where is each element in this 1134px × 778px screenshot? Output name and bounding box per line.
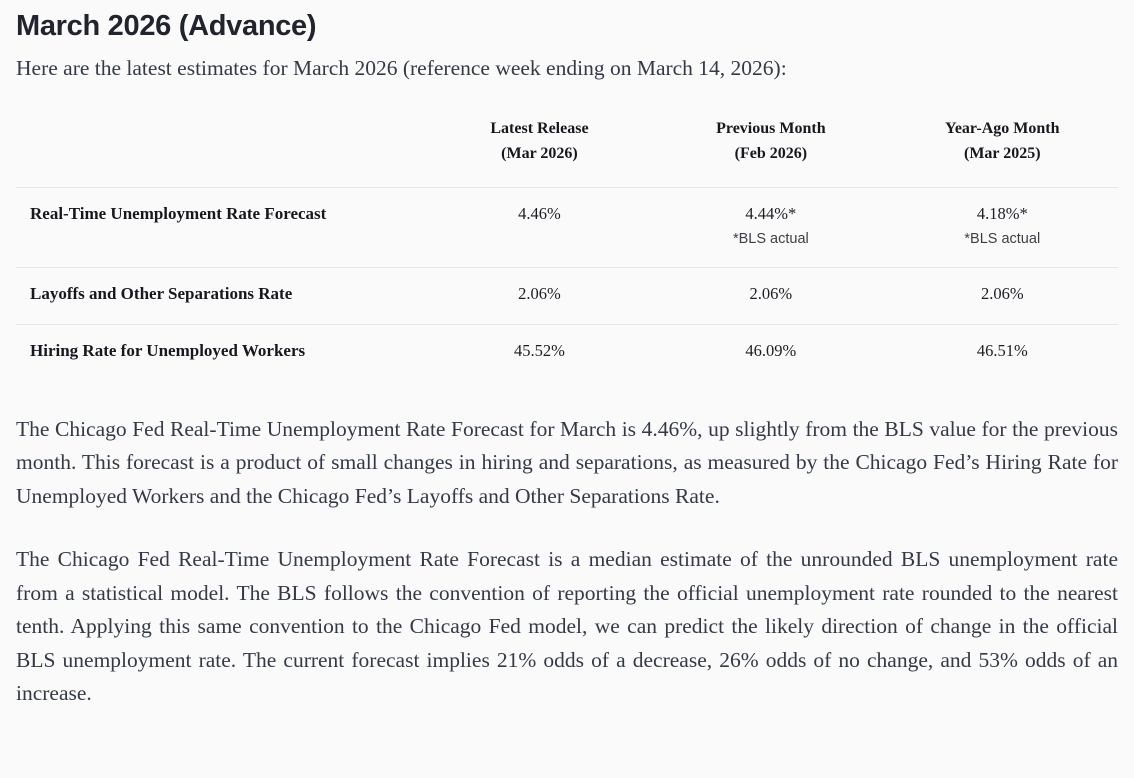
column-header-line2: (Mar 2026)	[501, 144, 578, 162]
table-row-unemployment-forecast	[16, 187, 1118, 267]
table-cell	[655, 324, 886, 381]
cell-value: 4.44%*	[745, 203, 797, 223]
column-header-previous-month	[655, 107, 886, 187]
table-cell	[655, 187, 886, 267]
cell-value: 4.46%	[518, 203, 561, 223]
bls-actual-note: *BLS actual	[964, 230, 1041, 247]
cell-value: 2.06%	[518, 283, 561, 303]
cell-value: 45.52%	[514, 340, 565, 360]
cell-value: 2.06%	[980, 283, 1024, 303]
row-label: Real-Time Unemployment Rate Forecast	[30, 203, 327, 223]
table-row-hiring-rate	[16, 324, 1118, 381]
table-cell	[887, 187, 1118, 267]
bls-actual-note: *BLS actual	[732, 230, 809, 247]
table-cell	[887, 267, 1118, 324]
row-label: Hiring Rate for Unemployed Workers	[30, 340, 306, 360]
table-cell	[424, 324, 655, 381]
table-cell	[887, 324, 1118, 381]
table-header-row	[16, 107, 1118, 187]
methodology-paragraph: The Chicago Fed Real-Time Unemployment Rate Forecast is a median estimate of the unrounded BLS unemployment rate from a statistical model. The BLS follows the convention of reporting the official unemployment rate rounded to the nearest tenth. Applying this same convention to the Chicago Fed model, we can predict the likely direction of change in the official BLS unemployment rate. The current forecast implies 21% odds of a decrease, 26% odds of no change, and 53% odds of an increase.	[16, 547, 1118, 706]
column-header-line2: (Feb 2026)	[734, 144, 808, 162]
column-header-line1: Previous Month	[716, 120, 826, 137]
cell-value: 46.51%	[976, 340, 1028, 360]
table-row-layoffs-separations	[16, 267, 1118, 324]
table-cell	[424, 187, 655, 267]
column-header-line1: Year-Ago Month	[945, 120, 1060, 137]
table-cell	[424, 267, 655, 324]
forecast-summary-paragraph: The Chicago Fed Real-Time Unemployment Rate Forecast for March is 4.46%, up slightly from the BLS value for the previous month. This forecast is a product of small changes in hiring and separations, as measured by the Chicago Fed’s Hiring Rate for Unemployed Workers and the Chicago Fed’s Layoffs and Other Separations Rate.	[16, 416, 1118, 508]
cell-value: 46.09%	[745, 340, 797, 360]
row-label: Layoffs and Other Separations Rate	[30, 283, 293, 303]
column-header-line2: (Mar 2025)	[963, 144, 1041, 162]
intro-line: Here are the latest estimates for March 2026 (reference week ending on March 14, 2026):	[16, 56, 787, 80]
report-page	[0, 10, 1134, 711]
table-cell	[655, 267, 886, 324]
column-header-latest-release	[424, 107, 655, 187]
cell-value: 2.06%	[749, 283, 793, 303]
column-header-year-ago-month	[887, 107, 1118, 187]
empty-header-cell	[16, 107, 424, 187]
cell-value: 4.18%*	[976, 203, 1028, 223]
column-header-line1: Latest Release	[490, 120, 589, 137]
page-title: March 2026 (Advance)	[16, 10, 317, 42]
estimates-table	[16, 107, 1118, 381]
